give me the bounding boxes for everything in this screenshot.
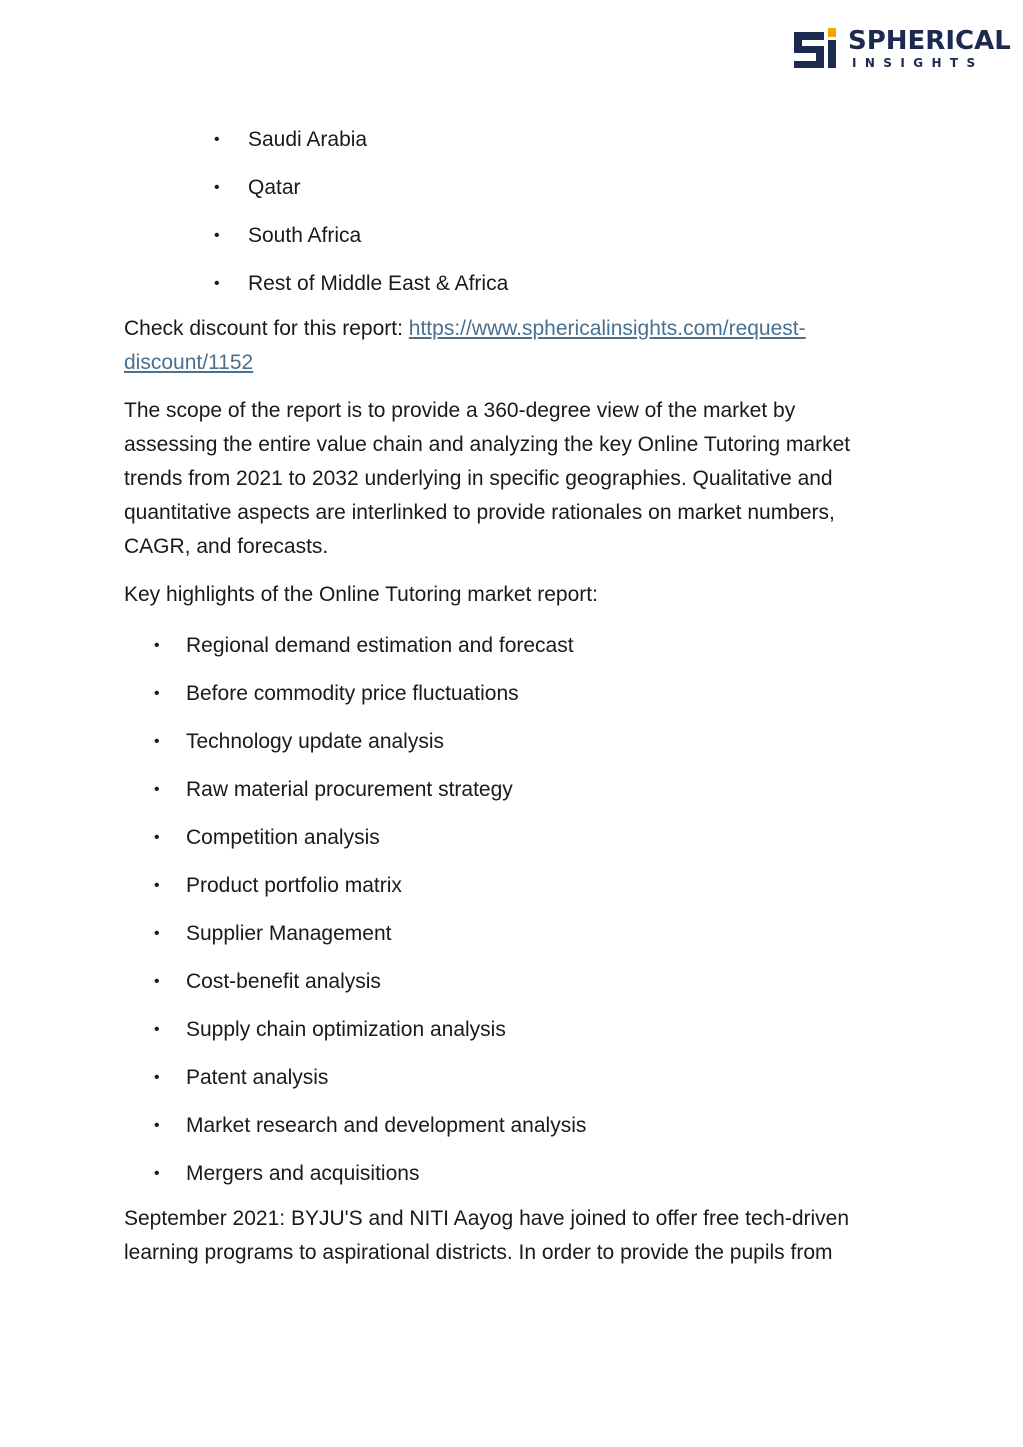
bullet-icon: • (154, 733, 160, 750)
bullet-icon: • (154, 781, 160, 798)
bullet-icon: • (154, 1165, 160, 1182)
bullet-icon: • (154, 925, 160, 942)
spherical-insights-logo-icon (794, 28, 838, 70)
list-item: • Competition analysis (124, 818, 894, 866)
document-body (124, 120, 894, 1284)
company-logo (794, 26, 1011, 72)
list-item: • Qatar (124, 168, 894, 216)
bullet-icon: • (154, 685, 160, 702)
bullet-icon: • (154, 877, 160, 894)
bullet-icon: • (154, 1117, 160, 1134)
discount-link[interactable]: https://www.sphericalinsights.com/request- discount/1152 (124, 317, 806, 374)
list-item: • Cost-benefit analysis (124, 962, 894, 1010)
list-item: • Supplier Management (124, 914, 894, 962)
list-item: • Mergers and acquisitions (124, 1154, 894, 1202)
list-item: • Market research and development analysis (124, 1106, 894, 1154)
logo-subtitle: INSIGHTS (852, 56, 984, 70)
list-item: • Rest of Middle East & Africa (124, 264, 894, 312)
list-item: • Product portfolio matrix (124, 866, 894, 914)
bullet-icon: • (154, 637, 160, 654)
list-item: • Raw material procurement strategy (124, 770, 894, 818)
highlights-title: Key highlights of the Online Tutoring market report: (124, 583, 598, 606)
country-list (124, 120, 894, 312)
discount-label: Check discount for this report: (124, 317, 409, 340)
list-item: • Saudi Arabia (124, 120, 894, 168)
bullet-icon: • (214, 131, 220, 148)
bullet-icon: • (214, 275, 220, 292)
bullet-icon: • (214, 179, 220, 196)
bullet-icon: • (154, 1069, 160, 1086)
list-item: • Regional demand estimation and forecast (124, 626, 894, 674)
list-item: • South Africa (124, 216, 894, 264)
list-item: • Patent analysis (124, 1058, 894, 1106)
bullet-icon: • (154, 1021, 160, 1038)
highlights-list (124, 626, 894, 1202)
list-item: • Technology update analysis (124, 722, 894, 770)
list-item: • Supply chain optimization analysis (124, 1010, 894, 1058)
scope-paragraph: The scope of the report is to provide a 360-degree view of the market by assessing the entire value chain and analyzing the key Online Tutoring market trends from 2021 to 2032 underlying in specific geographies. Qualitative and quantitative aspects are interlinked to provide rationales on market numbers, CAGR, and forecasts. (124, 399, 851, 558)
news-paragraph: September 2021: BYJU'S and NITI Aayog have joined to offer free tech-driven learning programs to aspirational districts. In order to provide the pupils from (124, 1207, 850, 1264)
bullet-icon: • (214, 227, 220, 244)
logo-wordmark: SPHERICAL (848, 26, 1011, 56)
bullet-icon: • (154, 973, 160, 990)
bullet-icon: • (154, 829, 160, 846)
list-item: • Before commodity price fluctuations (124, 674, 894, 722)
discount-paragraph (124, 312, 894, 380)
